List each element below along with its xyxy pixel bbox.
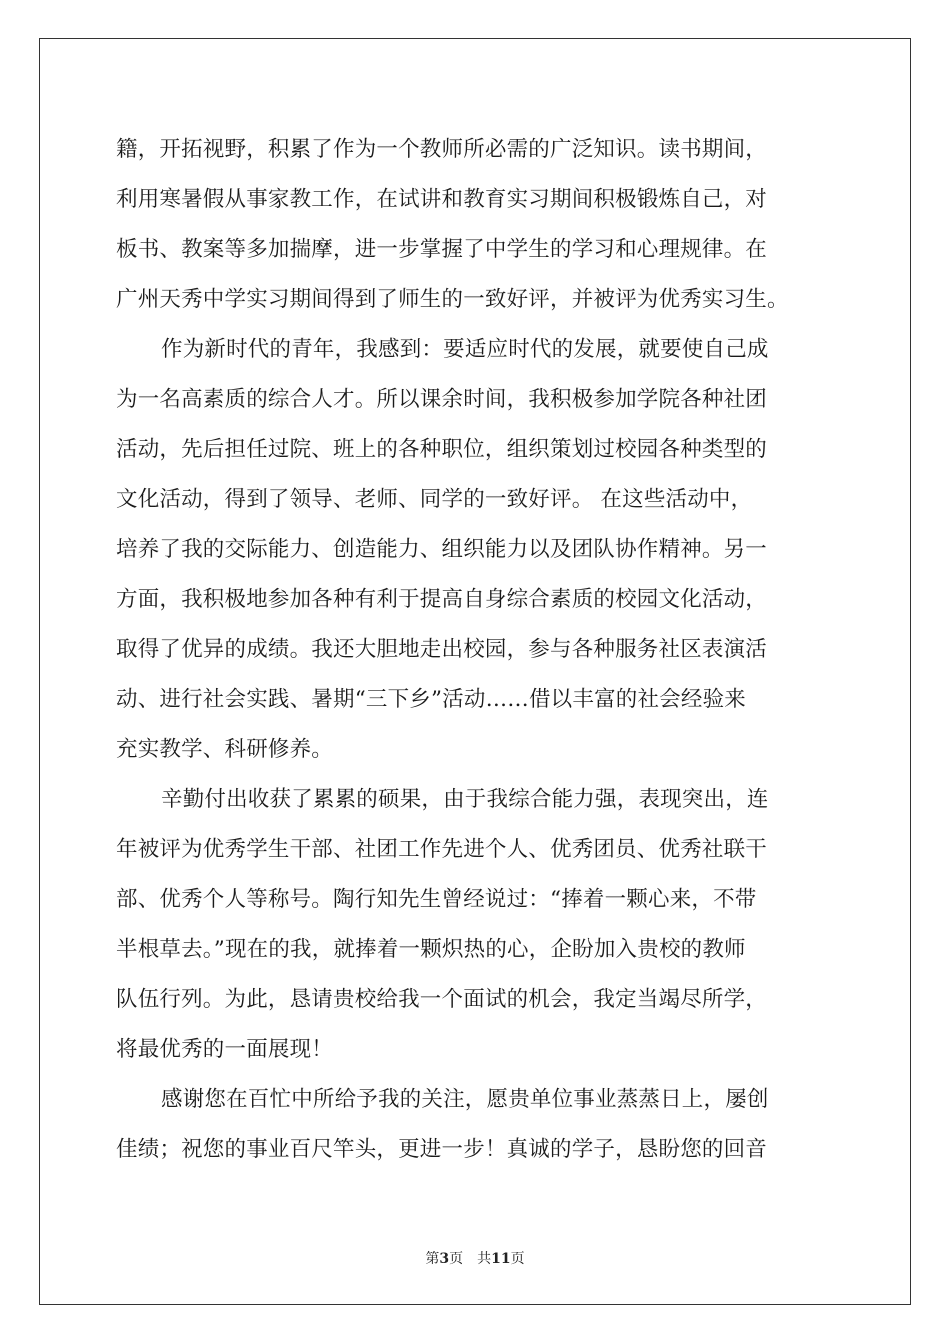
text-line: 作为新时代的青年，我感到：要适应时代的发展，就要使自己成 (161, 337, 769, 362)
text-line: 动、进行社会实践、暑期“三下乡”活动……借以丰富的社会经验来 (116, 687, 746, 712)
text-line: 年被评为优秀学生干部、社团工作先进个人、优秀团员、优秀社联干 (116, 837, 768, 862)
text-line: 培养了我的交际能力、创造能力、组织能力以及团队协作精神。另一 (116, 537, 768, 562)
text-line: 利用寒暑假从事家教工作，在试讲和教育实习期间积极锻炼自己，对 (116, 187, 768, 212)
text-line: 部、优秀个人等称号。陶行知先生曾经说过：“捧着一颗心来，不带 (116, 887, 757, 912)
text-line: 取得了优异的成绩。我还大胆地走出校园，参与各种服务社区表演活 (116, 637, 768, 662)
page-label-suffix: 页 (449, 1251, 464, 1267)
total-page-count: 11 (491, 1251, 511, 1267)
total-label-prefix: 共 (477, 1251, 492, 1267)
text-line: 佳绩；祝您的事业百尺竿头，更进一步！真诚的学子，恳盼您的回音 (116, 1137, 768, 1162)
text-line: 文化活动，得到了领导、老师、同学的一致好评。 在这些活动中， (116, 487, 753, 512)
text-line: 为一名高素质的综合人才。所以课余时间，我积极参加学院各种社团 (116, 387, 768, 412)
page-label-prefix: 第 (425, 1251, 440, 1267)
text-line: 板书、教案等多加揣摩，进一步掌握了中学生的学习和心理规律。在 (116, 237, 768, 262)
text-line: 广州天秀中学实习期间得到了师生的一致好评，并被评为优秀实习生。 (116, 287, 789, 312)
text-line: 方面，我积极地参加各种有利于提高自身综合素质的校园文化活动， (116, 587, 768, 612)
text-line: 充实教学、科研修养。 (116, 737, 334, 762)
current-page-number: 3 (439, 1251, 450, 1267)
text-line: 辛勤付出收获了累累的硕果，由于我综合能力强，表现突出，连 (161, 787, 769, 812)
text-line: 将最优秀的一面展现！ (116, 1037, 334, 1062)
text-line: 感谢您在百忙中所给予我的关注，愿贵单位事业蒸蒸日上，屡创 (161, 1087, 769, 1112)
text-line: 籍，开拓视野，积累了作为一个教师所必需的广泛知识。读书期间， (116, 137, 768, 162)
page-footer (0, 1248, 950, 1268)
document-body (116, 125, 836, 1175)
text-line: 队伍行列。为此，恳请贵校给我一个面试的机会，我定当竭尽所学， (116, 987, 768, 1012)
text-line: 活动，先后担任过院、班上的各种职位，组织策划过校园各种类型的 (116, 437, 768, 462)
total-label-suffix: 页 (510, 1251, 525, 1267)
text-line: 半根草去。”现在的我，就捧着一颗炽热的心，企盼加入贵校的教师 (116, 937, 746, 962)
